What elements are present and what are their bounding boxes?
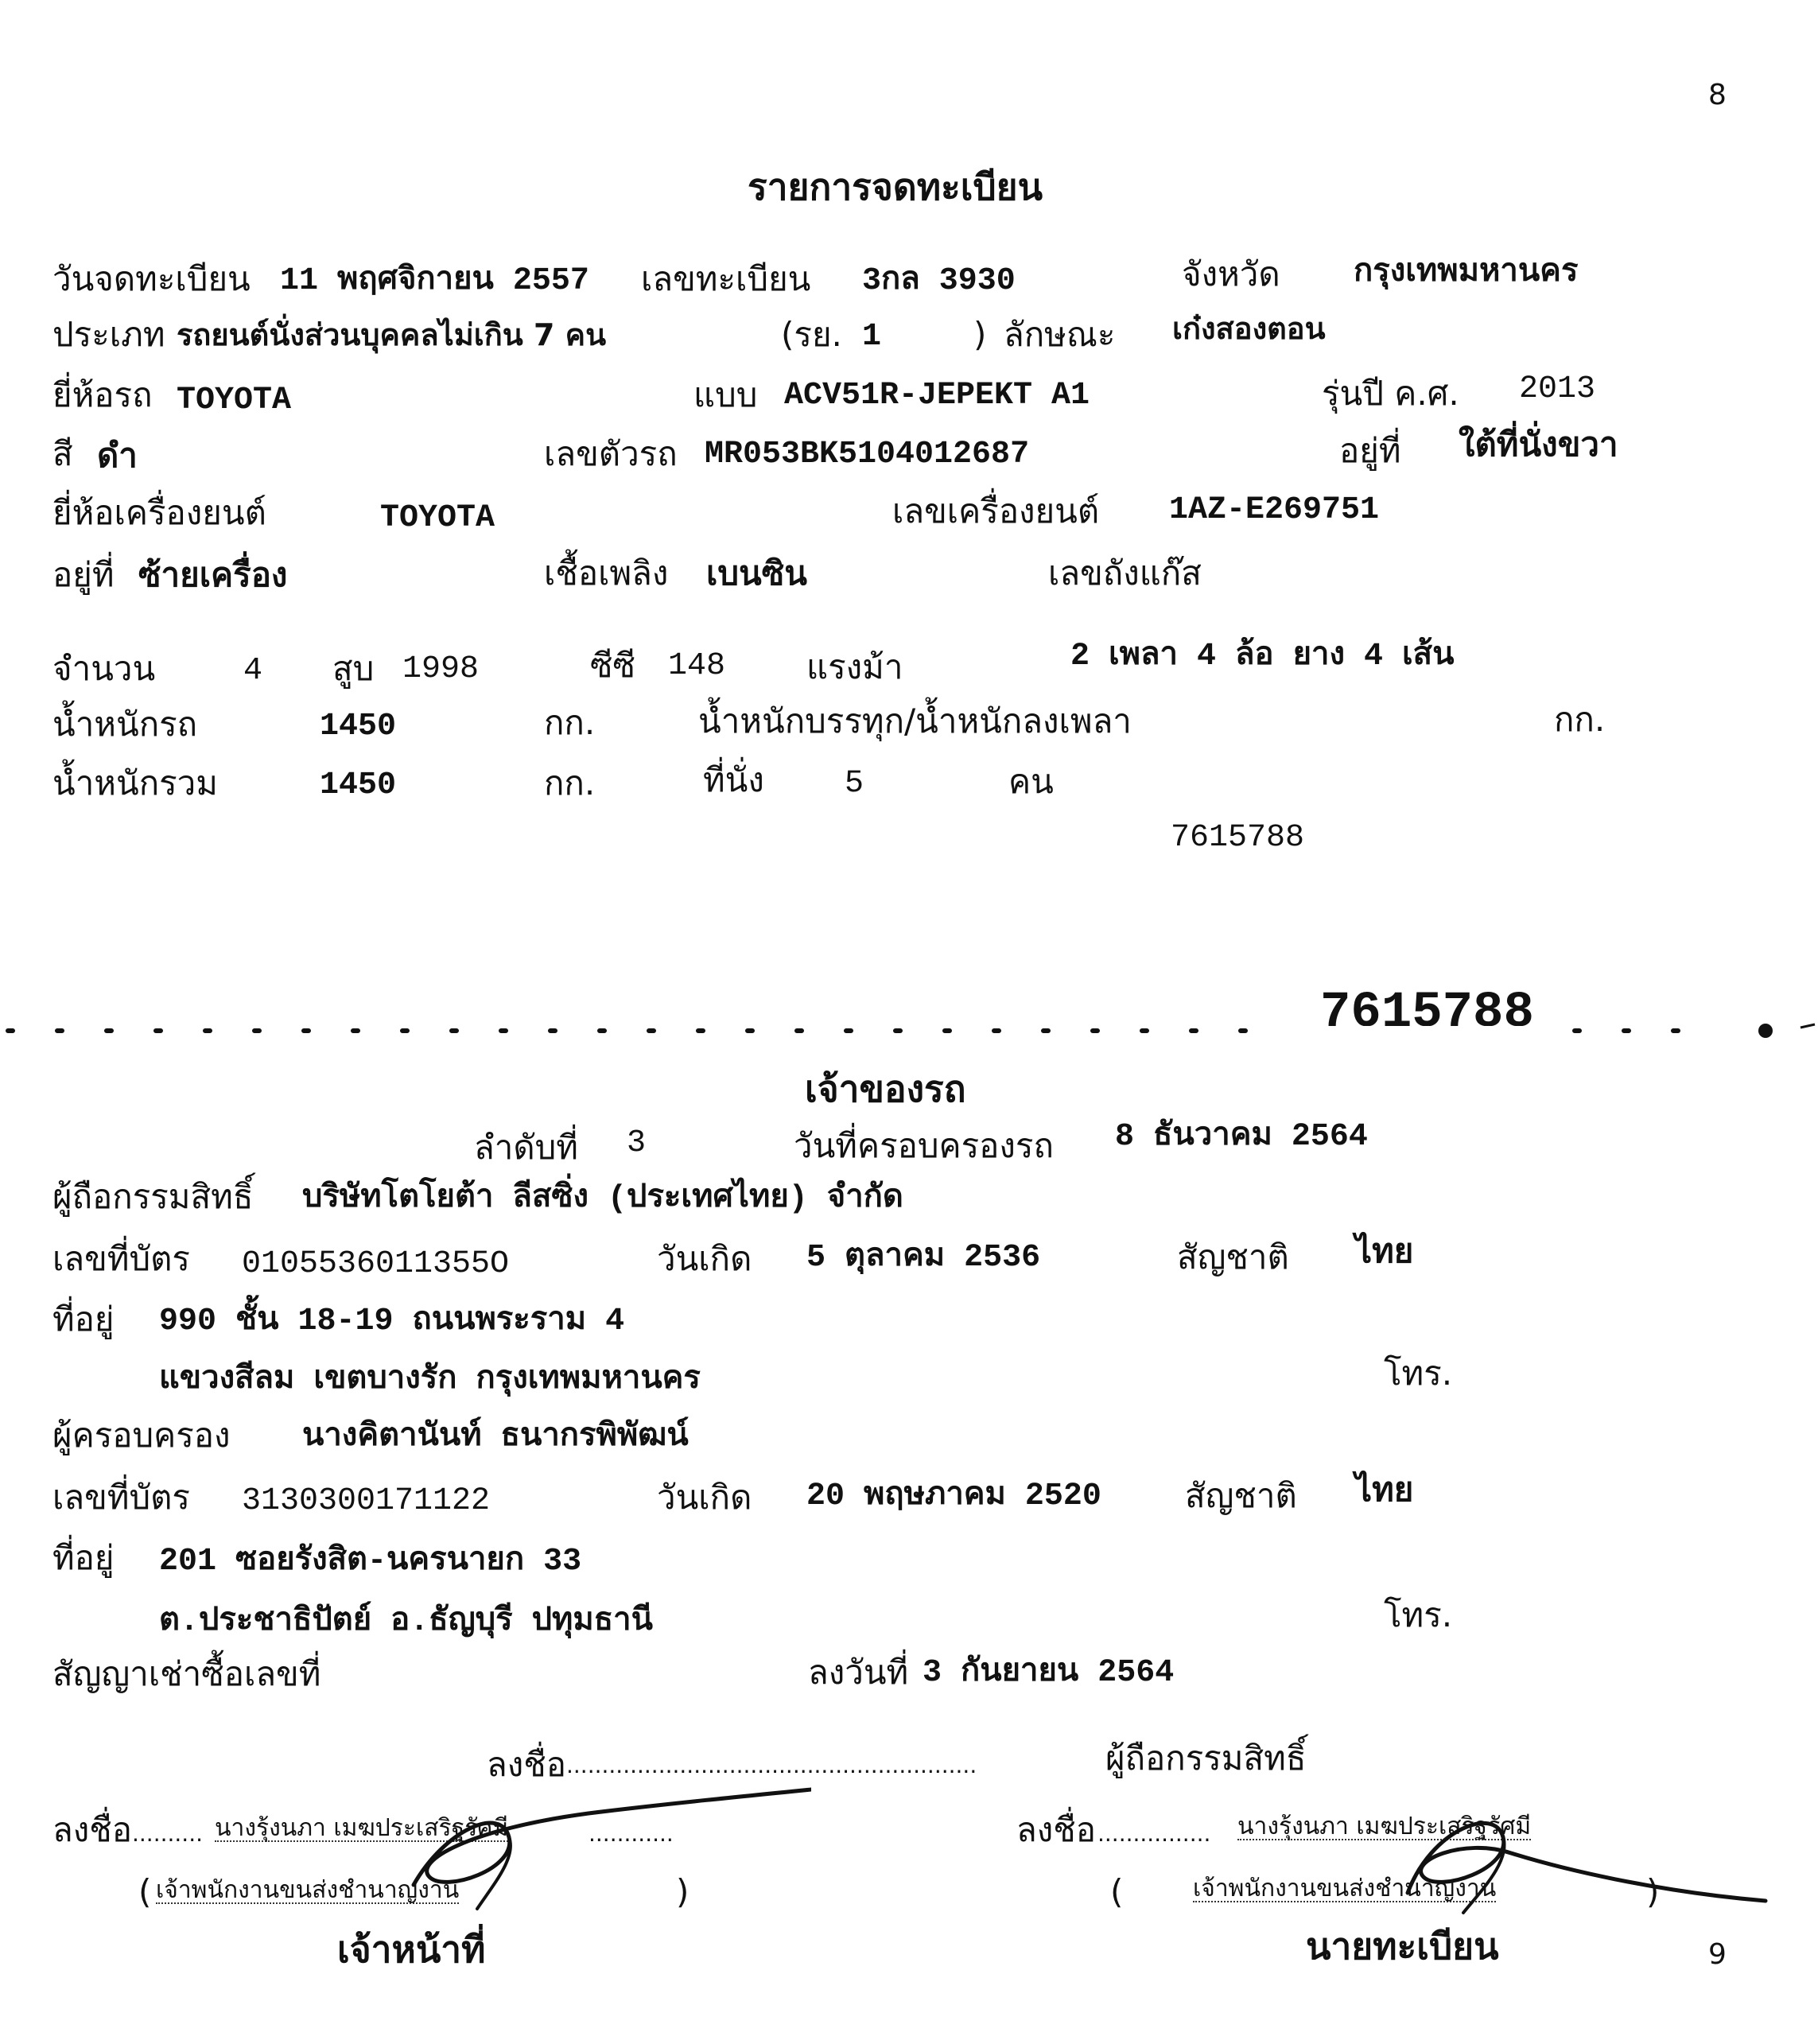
left-paren-close: ) [676,1872,690,1911]
holder-label: ผู้ถือกรรมสิทธิ์ [52,1177,254,1216]
signed-date-label: ลงวันที่ [808,1653,909,1692]
serial-number: 7615788 [1171,820,1305,856]
possessor-id-label: เลขที่บัตร [52,1478,190,1517]
left-officer-position: เจ้าพนักงานขนส่งชำนาญงาน [156,1876,460,1904]
vin-location: ใต้ที่นั่งขวา [1459,425,1618,464]
contract-label: สัญญาเช่าซื้อเลขที่ [52,1654,321,1693]
cylinders: 4 [243,653,263,689]
cylinders-label: จำนวน [52,649,156,688]
divider-dots [0,1023,1818,1039]
axles: 2 เพลา 4 ล้อ ยาง 4 เส้น [1070,639,1455,674]
color-label: สี [52,434,73,473]
engine-brand-label: ยี่ห้อเครื่องยนต์ [52,493,266,532]
type-code: 1 [862,319,882,355]
holder-nationality: ไทย [1355,1231,1414,1270]
year-label: รุ่นปี ค.ศ. [1322,374,1459,413]
type-code-open: (รย. [781,315,842,354]
reg-date: 11 พฤศจิกายน 2557 [280,263,589,299]
holder-birth: 5 ตุลาคม 2536 [806,1240,1041,1276]
left-sign-label: ลงชื่อ [52,1810,132,1849]
holder-address-2: แขวงสีลม เขตบางรัก กรุงเทพมหานคร [159,1362,701,1398]
vehicle-style: เก๋งสองตอน [1172,311,1326,346]
load-label: น้ำหนักบรรทุก/น้ำหนักลงเพลา [698,701,1132,740]
model-label: แบบ [693,375,758,414]
possessor-nationality-label: สัญชาติ [1185,1476,1297,1515]
total-weight-unit: กก. [544,764,596,802]
owner-title: เจ้าของรถ [805,1067,966,1110]
type-label: ประเภท [52,315,165,354]
possession-date: 8 ธันวาคม 2564 [1115,1119,1368,1155]
engine-no-label: เลขเครื่องยนต์ [892,492,1100,530]
right-signature-scribble [1384,1774,1781,1917]
seats: 5 [845,766,864,802]
vehicle-type: รถยนต์นั่งส่วนบุคคลไม่เกิน 7 คน [177,317,607,352]
style-label: ลักษณะ [1004,315,1116,354]
possessor-birth: 20 พฤษภาคม 2520 [806,1479,1101,1514]
order-label: ลำดับที่ [474,1128,578,1167]
right-officer-name: นางรุ้งนภา เมฆประเสริฐรัศมี [1237,1813,1532,1840]
weight-label: น้ำหนักรถ [52,705,198,744]
right-sign-label: ลงชื่อ [1016,1810,1096,1849]
signed-date: 3 กันยายน 2564 [923,1655,1175,1691]
holder-id: 0105536011355O [242,1246,510,1282]
possessor-nationality: ไทย [1355,1470,1414,1509]
holder-nationality-label: สัญชาติ [1177,1238,1289,1277]
engine-no: 1AZ-E269751 [1169,492,1380,528]
province-label: จังหวัด [1182,255,1280,293]
holder-name: บริษัทโตโยต้า ลีสซิ่ง (ประเทศไทย) จำกัด [302,1181,903,1217]
page-number-top: 8 [1708,79,1727,111]
possessor-address-label: ที่อยู่ [52,1538,115,1577]
seats-label: ที่นั่ง [703,760,764,799]
left-officer-name: นางรุ้งนภา เมฆประเสริฐรัศมี [215,1814,509,1842]
model: ACV51R-JEPEKT A1 [784,378,1090,414]
page-number-bottom: 9 [1708,1938,1727,1971]
registration-title: รายการจดทะเบียน [748,165,1043,208]
weight-unit: กก. [544,703,596,742]
holder-phone-label: โทร. [1384,1354,1453,1393]
holder-birth-label: วันเกิด [657,1239,752,1278]
holder-sign-role: ผู้ถือกรรมสิทธิ์ [1105,1739,1307,1778]
right-paren-open: ( [1110,1872,1124,1911]
hp-value: 148 [668,648,726,684]
left-sign-dots-lead: .......... [132,1821,204,1847]
color: ดำ [97,436,138,475]
gas-tank-label: เลขถังแก๊ส [1048,554,1202,593]
possessor-label: ผู้ครอบครอง [52,1416,231,1455]
vin-label: เลขตัวรถ [544,434,678,473]
engine-location-label: อยู่ที่ [52,555,115,594]
possession-date-label: วันที่ครอบครองรถ [794,1126,1054,1165]
cc-label: ซีซี [590,646,636,685]
province: กรุงเทพมหานคร [1354,255,1579,291]
right-paren-close: ) [1646,1872,1660,1911]
right-sign-dots-lead: ................ [1097,1821,1211,1847]
type-code-close: ) [973,315,987,354]
reg-date-label: วันจดทะเบียน [52,259,251,298]
brand: TOYOTA [177,383,292,418]
holder-id-label: เลขที่บัตร [52,1239,190,1278]
left-paren-open: ( [138,1872,152,1911]
holder-address-1: 990 ชั้น 18-19 ถนนพระราม 4 [159,1304,625,1339]
load-unit: กก. [1554,700,1606,739]
year: 2013 [1519,371,1596,407]
right-officer-position: เจ้าพนักงานขนส่งชำนาญงาน [1193,1875,1497,1902]
cylinders-unit: สูบ [332,649,375,688]
hp-label: แรงม้า [806,647,903,686]
fuel-label: เชื้อเพลิง [544,554,669,593]
order: 3 [627,1125,647,1161]
left-signature-scribble [398,1782,811,1925]
possessor-phone-label: โทร. [1384,1595,1453,1634]
possessor-birth-label: วันเกิด [657,1478,752,1517]
vin-location-label: อยู่ที่ [1339,431,1401,470]
left-sign-dots-tail: ............ [589,1821,674,1847]
plate-label: เลขทะเบียน [641,259,811,298]
engine-location: ซ้ายเครื่อง [138,555,288,594]
possessor-name: นางคิตานันท์ ธนากรพิพัฒน์ [302,1420,689,1455]
possessor-address-1: 201 ซอยรังสิต-นครนายก 33 [159,1544,582,1580]
vin: MR053BK5104012687 [705,437,1030,472]
brand-label: ยี่ห้อรถ [52,375,153,414]
fuel: เบนซิน [706,554,807,593]
possessor-id: 3130300171122 [242,1483,491,1519]
possessor-address-2: ต.ประชาธิปัตย์ อ.ธัญบุรี ปทุมธานี [159,1604,653,1640]
holder-sign-label: ลงชื่อ [487,1745,566,1784]
right-role: นายทะเบียน [1306,1925,1499,1968]
holder-sign-dots: .......................................................... [566,1752,977,1778]
cc-value: 1998 [402,651,480,687]
holder-address-label: ที่อยู่ [52,1300,115,1339]
perforation-divider [0,1023,1818,1039]
seats-unit: คน [1008,762,1054,801]
divider-serial: 7615788 [1320,988,1534,1026]
total-weight-label: น้ำหนักรวม [52,764,218,802]
left-role: เจ้าหน้าที่ [337,1928,486,1971]
plate: 3กล 3930 [862,263,1016,299]
engine-brand: TOYOTA [380,500,495,536]
total-weight: 1450 [320,767,397,803]
weight: 1450 [320,709,397,744]
